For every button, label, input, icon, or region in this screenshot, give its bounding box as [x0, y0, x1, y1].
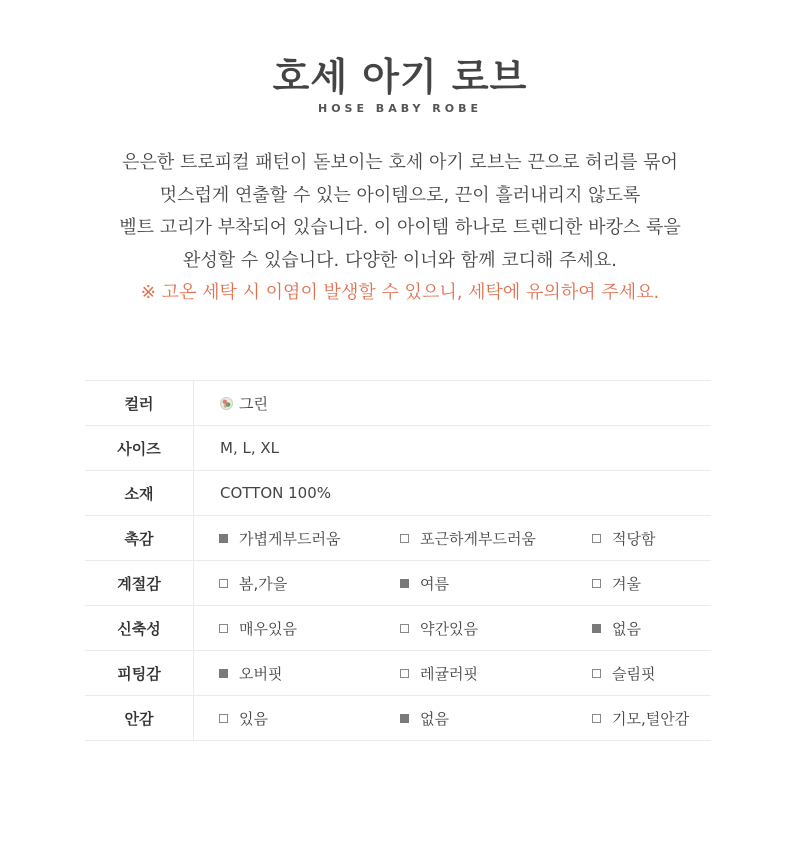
spec-options — [194, 561, 712, 606]
option-choice — [219, 696, 268, 740]
unchecked-box-icon — [592, 714, 601, 723]
option-label: 겨울 — [612, 574, 641, 593]
option-label: 오버핏 — [239, 664, 283, 683]
unchecked-box-icon — [592, 669, 601, 678]
spec-options — [194, 696, 712, 741]
spec-row-option — [85, 561, 711, 606]
option-choice — [592, 606, 641, 650]
option-choice — [592, 696, 689, 740]
spec-options — [194, 651, 712, 696]
spec-row-option — [85, 651, 711, 696]
spec-label: 신축성 — [85, 606, 194, 651]
checked-box-icon — [592, 624, 601, 633]
spec-row-option — [85, 696, 711, 741]
description-line: 은은한 트로피컬 패턴이 돋보이는 호세 아기 로브는 끈으로 허리를 묶어 — [122, 152, 678, 173]
spec-options — [194, 606, 712, 651]
checked-box-icon — [219, 669, 228, 678]
spec-row-material — [85, 471, 711, 516]
unchecked-box-icon — [219, 579, 228, 588]
unchecked-box-icon — [400, 624, 409, 633]
unchecked-box-icon — [400, 534, 409, 543]
product-description — [0, 147, 800, 310]
unchecked-box-icon — [400, 669, 409, 678]
option-choice — [592, 561, 641, 605]
option-label: 없음 — [612, 619, 641, 638]
checked-box-icon — [219, 534, 228, 543]
option-label: 기모,털안감 — [612, 709, 690, 728]
unchecked-box-icon — [219, 714, 228, 723]
spec-table — [85, 380, 711, 741]
option-label: 레귤러핏 — [420, 664, 478, 683]
color-name: 그린 — [239, 394, 268, 413]
spec-label: 촉감 — [85, 516, 194, 561]
option-label: 적당함 — [612, 529, 656, 548]
spec-label: 계절감 — [85, 561, 194, 606]
spec-label: 사이즈 — [85, 426, 194, 471]
option-choice — [592, 651, 655, 695]
option-choice — [219, 651, 282, 695]
option-choice — [400, 561, 449, 605]
spec-value — [194, 381, 712, 426]
option-choice — [400, 606, 478, 650]
option-label: 없음 — [420, 709, 449, 728]
checked-box-icon — [400, 714, 409, 723]
option-label: 매우있음 — [239, 619, 297, 638]
option-choice — [592, 516, 655, 560]
checked-box-icon — [400, 579, 409, 588]
option-label: 있음 — [239, 709, 268, 728]
unchecked-box-icon — [219, 624, 228, 633]
spec-label: 피팅감 — [85, 651, 194, 696]
option-choice — [219, 606, 297, 650]
spec-options — [194, 516, 712, 561]
option-label: 여름 — [420, 574, 449, 593]
option-choice — [400, 696, 449, 740]
option-label: 포근하게부드러움 — [420, 529, 536, 548]
option-label: 슬림핏 — [612, 664, 656, 683]
color-swatch-icon — [220, 397, 233, 410]
spec-row-option — [85, 606, 711, 651]
washing-warning: ※ 고온 세탁 시 이염이 발생할 수 있으니, 세탁에 유의하여 주세요. — [140, 282, 660, 303]
description-line: 멋스럽게 연출할 수 있는 아이템으로, 끈이 흘러내리지 않도록 — [159, 184, 641, 206]
option-choice — [219, 561, 287, 605]
unchecked-box-icon — [592, 579, 601, 588]
description-line: 벨트 고리가 부착되어 있습니다. 이 아이템 하나로 트렌디한 바캉스 룩을 — [119, 217, 681, 238]
product-subtitle: HOSE BABY ROBE — [317, 102, 483, 115]
option-label: 약간있음 — [420, 619, 478, 638]
option-choice — [400, 516, 536, 560]
unchecked-box-icon — [592, 534, 601, 543]
spec-label: 컬러 — [85, 381, 194, 426]
option-choice — [219, 516, 340, 560]
spec-label: 안감 — [85, 696, 194, 741]
option-label: 봄,가을 — [239, 574, 288, 593]
spec-row-color — [85, 381, 711, 426]
spec-value: M, L, XL — [194, 426, 712, 471]
product-title: 호세 아기 로브 — [272, 55, 528, 99]
spec-label: 소재 — [85, 471, 194, 516]
option-label: 가볍게부드러움 — [239, 529, 341, 548]
option-rows — [85, 516, 711, 741]
description-line: 완성할 수 있습니다. 다양한 이너와 함께 코디해 주세요. — [182, 249, 618, 271]
spec-value: COTTON 100% — [194, 471, 712, 516]
spec-row-option — [85, 516, 711, 561]
option-choice — [400, 651, 478, 695]
spec-row-size — [85, 426, 711, 471]
